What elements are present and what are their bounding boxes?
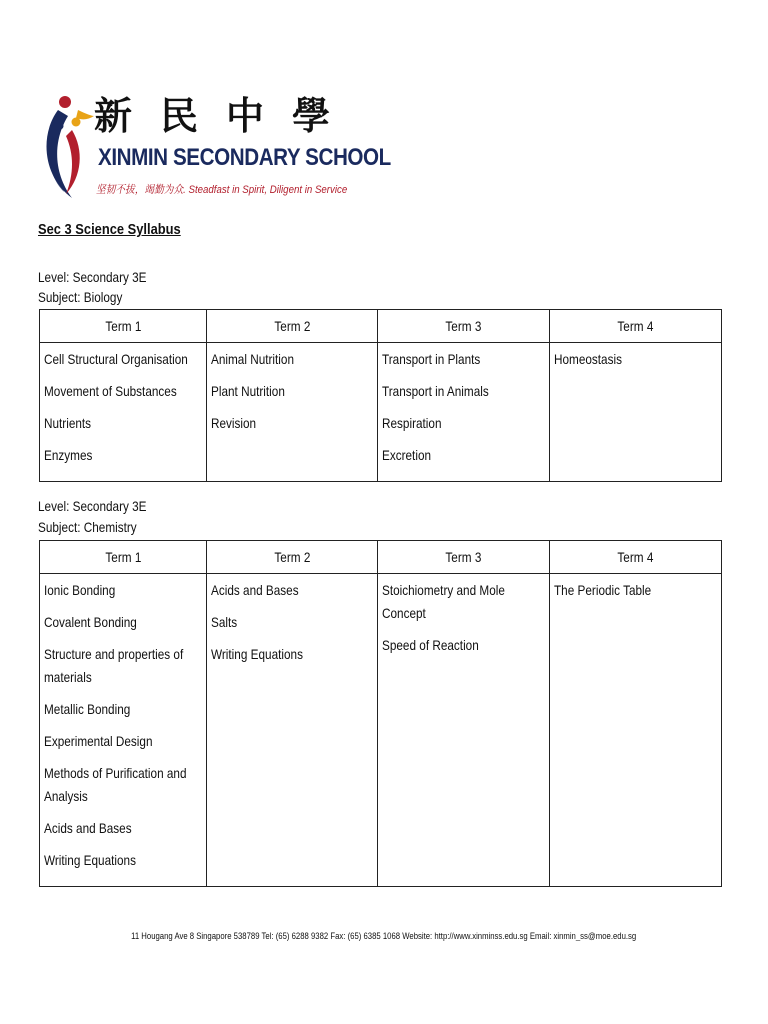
- footer-contact: [0, 931, 768, 941]
- topic-item: Respiration: [382, 415, 442, 431]
- school-chinese-name: [94, 86, 330, 138]
- topic-item: Writing Equations: [211, 646, 303, 662]
- topic-item: Acids and Bases: [211, 582, 299, 598]
- topic-item: Speed of Reaction: [382, 637, 479, 653]
- cn-char: 學: [291, 92, 330, 138]
- term-4-topics: [550, 574, 722, 887]
- school-motto: 坚韧不拔，竭勤为众. Steadfast in Spirit, Diligent in Service: [96, 184, 348, 196]
- header-label: Term 4: [617, 318, 654, 334]
- topic-item: Movement of Substances: [44, 383, 177, 399]
- table-row: [40, 343, 722, 482]
- term-1-topics: [40, 574, 207, 887]
- topic-item: Transport in Animals: [382, 383, 489, 399]
- topic-item: Metallic Bonding: [44, 701, 131, 717]
- topic-item: Methods of Purification and Analysis: [44, 765, 187, 804]
- biology-syllabus-table: [39, 309, 722, 482]
- header-label: Term 1: [105, 549, 141, 565]
- biology-level: Level: Secondary 3E: [38, 269, 147, 285]
- topic-item: Nutrients: [44, 415, 92, 431]
- header-term-3: [378, 541, 550, 574]
- school-english-name: XINMIN SECONDARY SCHOOL: [98, 144, 391, 171]
- topic-item: Stoichiometry and Mole Concept: [382, 582, 505, 621]
- school-logo: [38, 86, 391, 204]
- school-emblem-icon: [38, 86, 94, 202]
- header-term-2: [207, 541, 378, 574]
- footer-text: 11 Hougang Ave 8 Singapore 538789 Tel: (65) 6288 9382 Fax: (65) 6385 1068 Website: http://www.xinminss.edu.sg Email: xinmin_ss@moe.edu.sg: [131, 931, 637, 941]
- topic-item: Plant Nutrition: [211, 383, 285, 399]
- cn-char: 民: [159, 92, 198, 138]
- topic-item: Salts: [211, 614, 238, 630]
- table-header-row: [40, 310, 722, 343]
- term-4-topics: [550, 343, 722, 482]
- topic-item: Experimental Design: [44, 733, 153, 749]
- chemistry-level: Level: Secondary 3E: [38, 498, 147, 514]
- header-term-2: [207, 310, 378, 343]
- topic-item: Homeostasis: [554, 351, 622, 367]
- topic-item: Enzymes: [44, 447, 93, 463]
- header-term-3: [378, 310, 550, 343]
- term-2-topics: [207, 574, 378, 887]
- term-1-topics: [40, 343, 207, 482]
- header-term-4: [550, 310, 722, 343]
- topic-item: Writing Equations: [44, 852, 136, 868]
- header-term-1: [40, 310, 207, 343]
- header-label: Term 3: [445, 549, 482, 565]
- term-3-topics: [378, 574, 550, 887]
- topic-item: Animal Nutrition: [211, 351, 295, 367]
- chemistry-syllabus-table: [39, 540, 722, 887]
- topic-item: Cell Structural Organisation: [44, 351, 188, 367]
- header-label: Term 2: [274, 549, 310, 565]
- topic-item: Ionic Bonding: [44, 582, 116, 598]
- cn-char: 中: [225, 92, 264, 138]
- header-label: Term 2: [274, 318, 310, 334]
- topic-item: The Periodic Table: [554, 582, 652, 598]
- document-title: Sec 3 Science Syllabus: [38, 221, 181, 238]
- header-term-4: [550, 541, 722, 574]
- term-2-topics: [207, 343, 378, 482]
- cn-char: 新: [94, 92, 133, 138]
- header-label: Term 3: [445, 318, 482, 334]
- topic-item: Revision: [211, 415, 257, 431]
- biology-subject: Subject: Biology: [38, 289, 123, 305]
- topic-item: Covalent Bonding: [44, 614, 137, 630]
- topic-item: Excretion: [382, 447, 432, 463]
- term-3-topics: [378, 343, 550, 482]
- topic-item: Structure and properties of materials: [44, 646, 184, 685]
- table-header-row: [40, 541, 722, 574]
- topic-item: Acids and Bases: [44, 820, 132, 836]
- header-term-1: [40, 541, 207, 574]
- header-label: Term 4: [617, 549, 654, 565]
- table-row: [40, 574, 722, 887]
- topic-item: Transport in Plants: [382, 351, 481, 367]
- header-label: Term 1: [105, 318, 141, 334]
- chemistry-subject: Subject: Chemistry: [38, 519, 137, 535]
